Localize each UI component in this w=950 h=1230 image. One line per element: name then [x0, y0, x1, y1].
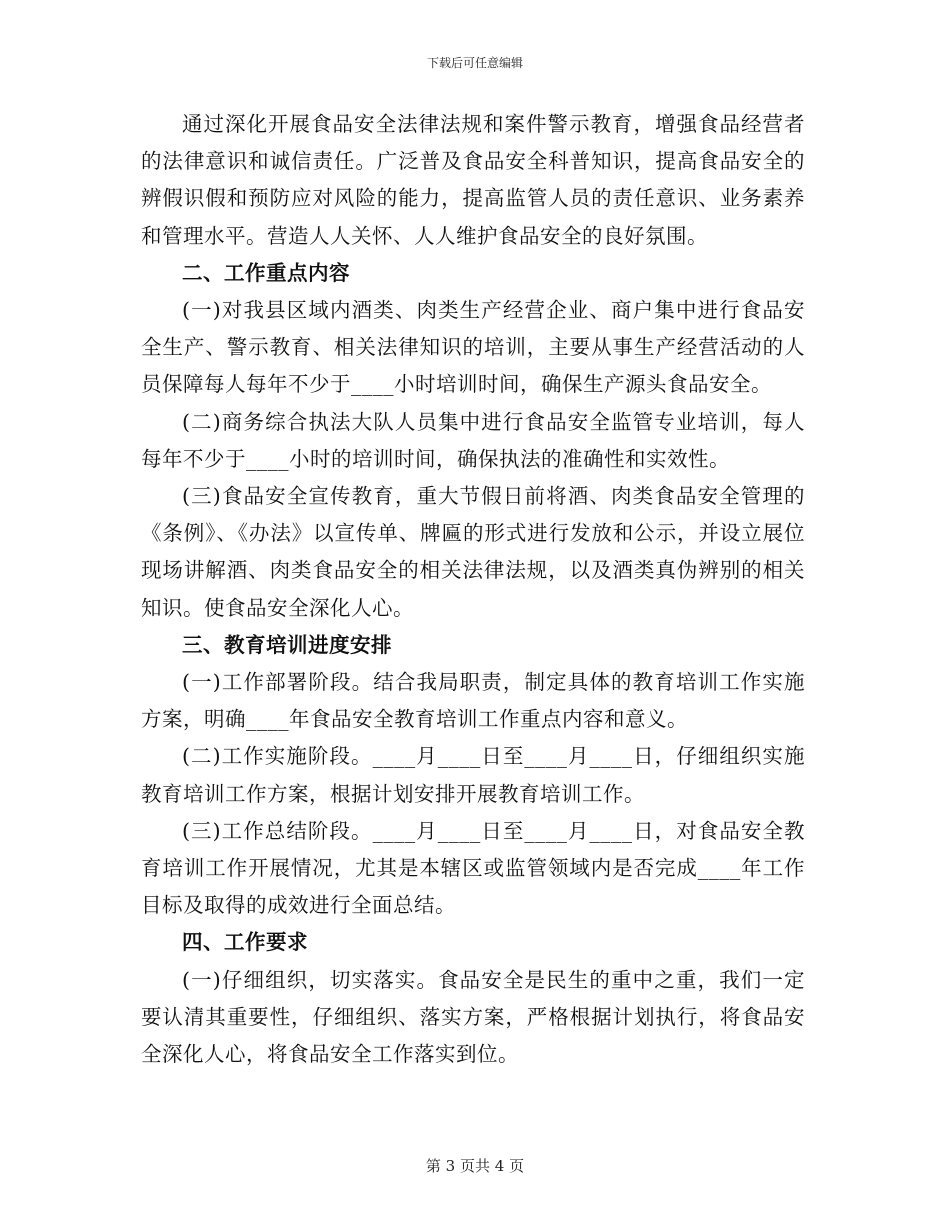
document-body	[141, 106, 805, 1073]
section-heading-3: 三、教育培训进度安排	[182, 632, 392, 657]
section-3-item-1: (一)工作部署阶段。结合我局职责，制定具体的教育培训工作实施方案，明确____年食品安全教育培训工作重点内容和意义。	[141, 670, 805, 732]
section-4-item-1: (一)仔细组织，切实落实。食品安全是民生的重中之重，我们一定要认清其重要性，仔细组织、落实方案，严格根据计划执行，将食品安全深化人心，将食品安全工作落实到位。	[141, 967, 805, 1067]
header-note: 下载后可任意编辑	[426, 56, 523, 70]
page-number: 第 3 页共 4 页	[425, 1157, 525, 1175]
section-2-item-3: (三)食品安全宣传教育，重大节假日前将酒、肉类食品安全管理的《条例》、《办法》以宣传单、牌匾的形式进行发放和公示，并设立展位现场讲解酒、肉类食品安全的相关法律法规，以及酒类真伪辨别的相关知识。使食品安全深化人心。	[141, 484, 805, 620]
intro-paragraph: 通过深化开展食品安全法律法规和案件警示教育，增强食品经营者的法律意识和诚信责任。广泛普及食品安全科普知识，提高食品安全的辨假识假和预防应对风险的能力，提高监管人员的责任意识、业务素养和管理水平。营造人人关怀、人人维护食品安全的良好氛围。	[141, 112, 805, 248]
section-2-item-1: (一)对我县区域内酒类、肉类生产经营企业、商户集中进行食品安全生产、警示教育、相关法律知识的培训，主要从事生产经营活动的人员保障每人每年不少于____小时培训时间，确保生产源头食品安全。	[141, 298, 805, 397]
section-2-item-2: (二)商务综合执法大队人员集中进行食品安全监管专业培训，每人每年不少于____小时的培训时间，确保执法的准确性和实效性。	[141, 409, 805, 471]
section-heading-4: 四、工作要求	[182, 930, 308, 955]
section-3-item-3: (三)工作总结阶段。____月____日至____月____日，对食品安全教育培训工作开展情况，尤其是本辖区或监管领域内是否完成____年工作目标及取得的成效进行全面总结。	[141, 818, 805, 918]
section-heading-2: 二、工作重点内容	[182, 260, 350, 285]
section-3-item-2: (二)工作实施阶段。____月____日至____月____日，仔细组织实施教育培训工作方案，根据计划安排开展教育培训工作。	[141, 744, 805, 806]
